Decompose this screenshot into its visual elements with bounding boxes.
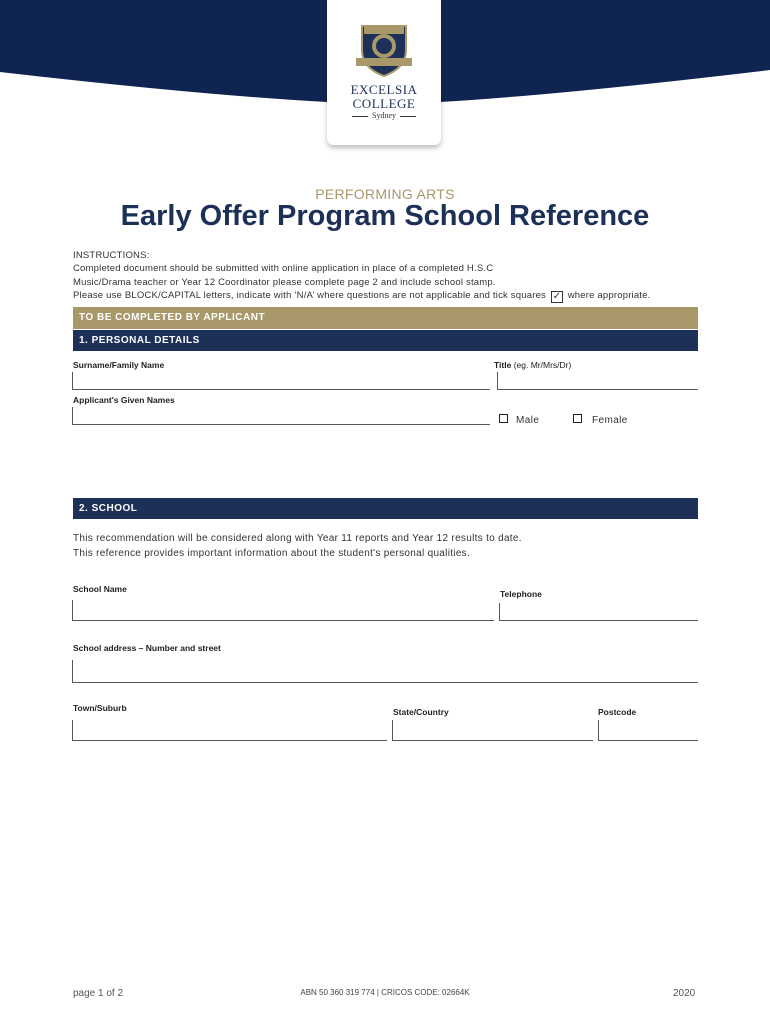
school-address-field[interactable] — [72, 660, 698, 683]
telephone-field[interactable] — [499, 603, 698, 621]
school-intro-line: This recommendation will be considered along with Year 11 reports and Year 12 results to date. — [73, 533, 522, 544]
logo-wordmark-line2: COLLEGE — [352, 96, 416, 111]
page-kicker: PERFORMING ARTS — [315, 186, 455, 202]
given-names-field[interactable] — [72, 407, 490, 425]
title-label-text: Title — [494, 360, 512, 370]
instructions-line: Music/Drama teacher or Year 12 Coordinator please complete page 2 and include school stamp. — [73, 277, 496, 288]
surname-field[interactable] — [72, 372, 490, 390]
female-label: Female — [592, 415, 628, 426]
page-title: Early Offer Program School Reference — [120, 200, 650, 232]
state-label: State/Country — [393, 707, 449, 717]
instructions-line-part: where appropriate. — [567, 290, 651, 301]
town-field[interactable] — [72, 720, 387, 741]
male-checkbox[interactable] — [499, 414, 508, 423]
school-name-label: School Name — [73, 584, 127, 594]
title-hint: (eg. Mr/Mrs/Dr) — [513, 360, 572, 370]
school-section-bar: 2. SCHOOL — [73, 498, 698, 519]
title-label — [494, 360, 571, 370]
personal-details-bar: 1. PERSONAL DETAILS — [73, 330, 698, 351]
school-name-field[interactable] — [72, 600, 494, 621]
title-field[interactable] — [497, 372, 698, 390]
town-label: Town/Suburb — [73, 703, 127, 713]
female-checkbox[interactable] — [573, 414, 582, 423]
postcode-field[interactable] — [598, 720, 698, 741]
instructions-line: Completed document should be submitted with online application in place of a completed H.S.C — [73, 263, 494, 274]
logo-wordmark-line1: EXCELSIA — [350, 82, 418, 97]
given-names-label: Applicant's Given Names — [73, 395, 175, 405]
footer-year: 2020 — [673, 988, 696, 999]
college-crest-icon — [354, 20, 414, 78]
tick-square-icon: ✓ — [552, 291, 562, 302]
instructions-heading: INSTRUCTIONS: — [73, 250, 150, 261]
surname-label: Surname/Family Name — [73, 360, 165, 370]
instructions-line-part: Please use BLOCK/CAPITAL letters, indicate with ‘N/A’ where questions are not applicable and tick squares — [73, 290, 547, 301]
footer-abn: ABN 50 360 319 774 | CRICOS CODE: 02664K — [300, 988, 470, 997]
applicant-section-bar: TO BE COMPLETED BY APPLICANT — [73, 307, 698, 329]
state-field[interactable] — [392, 720, 593, 741]
postcode-label: Postcode — [598, 707, 637, 717]
telephone-label: Telephone — [500, 589, 542, 599]
school-address-label: School address – Number and street — [73, 643, 221, 653]
college-logo — [327, 0, 441, 145]
page-number: page 1 of 2 — [73, 988, 124, 999]
school-intro-line: This reference provides important information about the student's personal qualities. — [73, 548, 471, 559]
logo-subtitle: Sydney — [327, 111, 441, 120]
instructions-line — [73, 290, 651, 303]
male-label: Male — [516, 415, 540, 426]
